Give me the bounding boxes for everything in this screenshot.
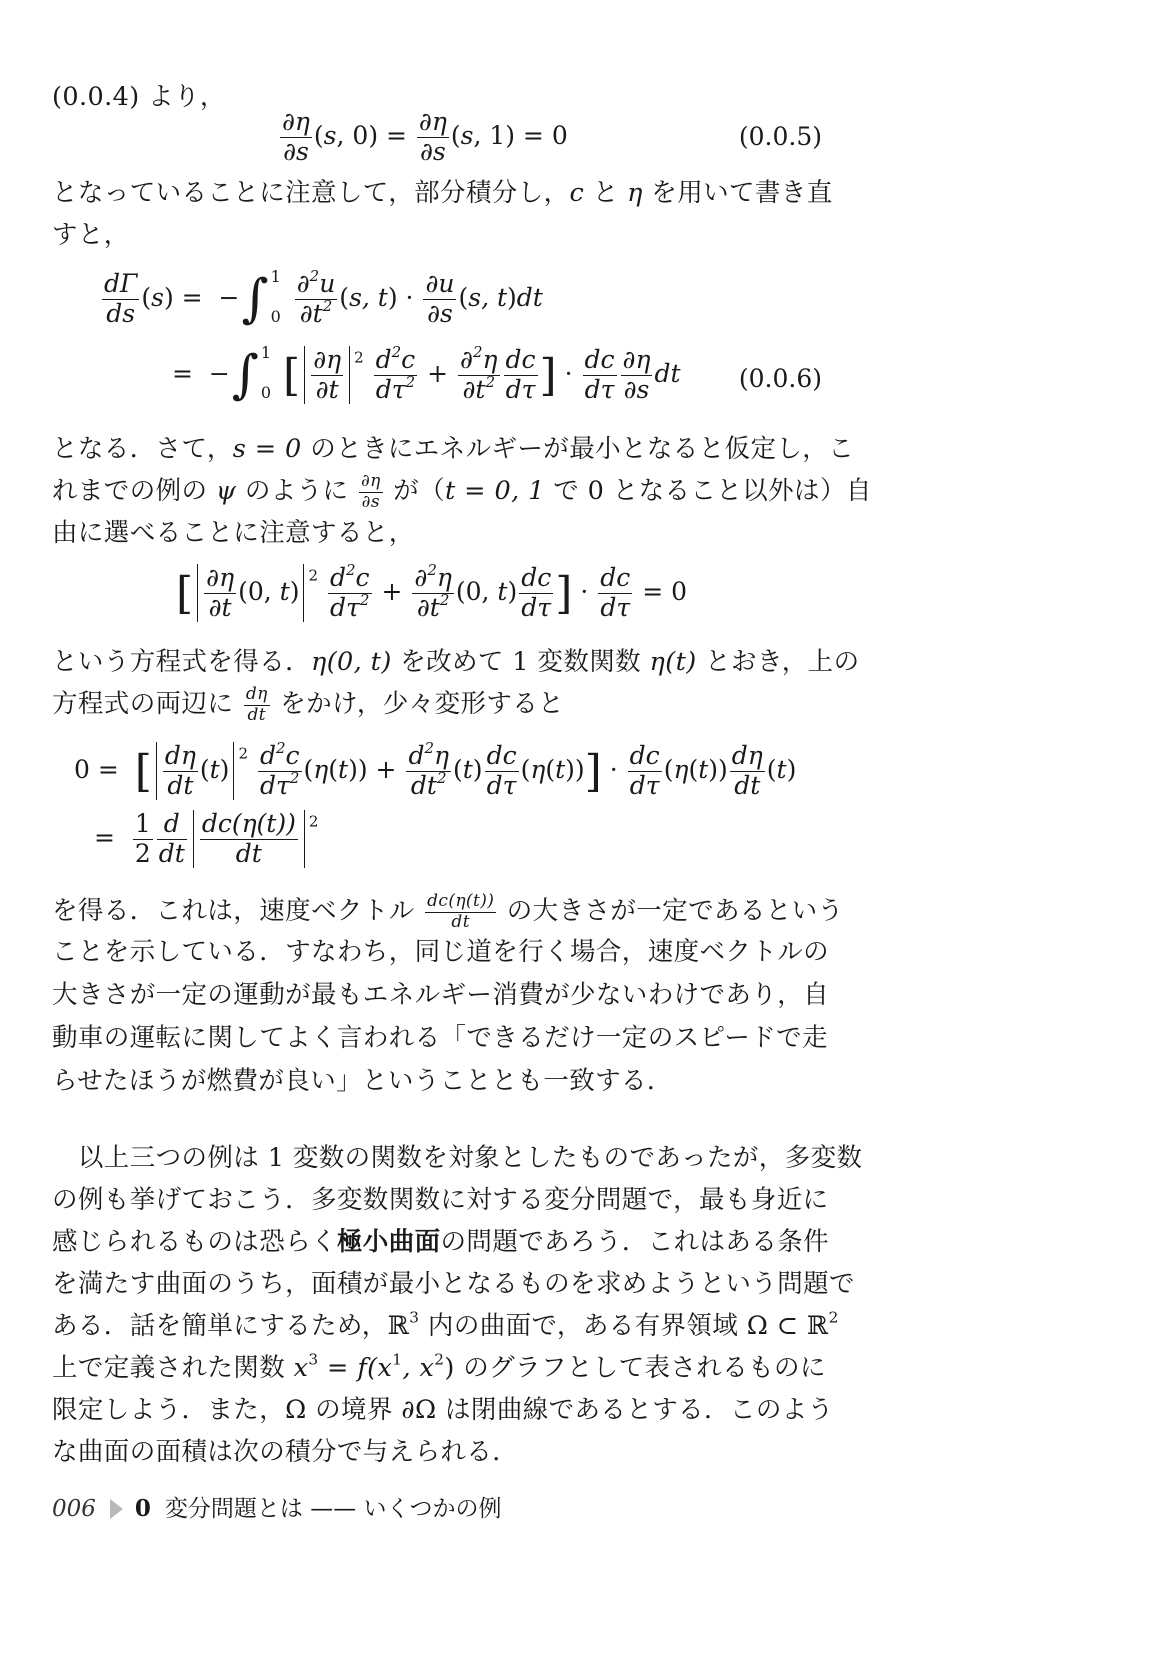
text-span: となっていることに注意して，部分積分し， <box>52 178 570 208</box>
text-line <box>52 641 860 684</box>
text-line <box>52 683 822 726</box>
superscript: 3 <box>409 1308 420 1327</box>
text-span: 方程式の両辺に <box>52 689 242 719</box>
math-span: Ω <box>285 1395 307 1425</box>
text-span: をかけ，少々変形すると <box>271 689 565 719</box>
text-span: すと， <box>52 220 130 250</box>
math-span: η <box>627 178 643 208</box>
page-footer <box>52 1490 502 1523</box>
text-line <box>52 974 830 1017</box>
text-line <box>52 1017 828 1060</box>
math-span: η(0, t) <box>311 647 392 677</box>
text-span: は閉曲線であるとする．このよう <box>436 1395 834 1425</box>
chapter-number: 0 <box>134 1495 151 1522</box>
triangle-marker-icon <box>110 1499 123 1519</box>
inline-fraction: $\frac{\partial\eta}{\partial s}$ <box>360 470 381 512</box>
equation-0-0-6-line2: = −∫ 1 0 [ $\frac{\partial\eta}{\partial t}$ $^2$ $\frac{d^2c}{d\tau^2}$ + $\frac{\partial^2\eta}{\partial t^2}$ $\frac{dc}{d\tau}$ ] · $\frac{dc}{d\tau}$ $\frac{\partial\eta}{\partial s}$ dt <box>172 342 681 406</box>
text-span: らせたほうが燃費が良い」ということとも一致する． <box>52 1066 673 1096</box>
math-span: c <box>569 178 585 208</box>
math-span: ) <box>444 1353 455 1383</box>
text-span: 以上三つの例は 1 変数の関数を対象としたものであったが，多変数 <box>52 1143 863 1173</box>
text-line <box>52 931 830 974</box>
text-span: 感じられるものは恐らく <box>52 1227 337 1257</box>
text-line <box>52 214 822 257</box>
equation-number: (0.0.5) <box>738 122 822 151</box>
text-line <box>52 1137 863 1180</box>
text-line <box>52 172 833 215</box>
text-span: と <box>584 178 628 208</box>
text-line <box>52 1305 839 1348</box>
text-line <box>52 470 872 513</box>
math-span: x <box>293 1353 309 1383</box>
text-span: を満たす曲面のうち，面積が最小となるものを求めようという問題で <box>52 1269 855 1299</box>
math-span: f <box>357 1353 368 1383</box>
text-span: れまでの例の <box>52 476 216 506</box>
equation-0-0-5: $\frac{\partial\eta}{\partial s}$ (s, 0) = $\frac{\partial\eta}{\partial s}$ (s, 1) = 0 <box>282 107 568 166</box>
text-span: 大きさが一定の運動が最もエネルギー消費が少ないわけであり，自 <box>52 980 830 1010</box>
math-span: s = 0 <box>232 434 302 464</box>
math-span: (x <box>367 1353 393 1383</box>
text-span: が（ <box>384 476 446 506</box>
equation-number: (0.0.6) <box>738 364 822 393</box>
page-number: 006 <box>52 1496 96 1522</box>
text-span: 由に選べることに注意すると， <box>52 518 415 548</box>
math-span: ψ <box>215 476 237 506</box>
equation-derivation-line2: = $\frac{1}{2}$ $\frac{d}{dt}$ $\frac{dc(\eta(t))}{dt}$ $^2$ <box>94 809 319 868</box>
text-span: 内の曲面で，ある有界領域 <box>419 1311 747 1341</box>
equation-0-0-6-line1: $\frac{d\Gamma}{ds}$ (s) = −∫ 1 0 $\frac{\partial^2u}{\partial t^2}$ (s, t) · $\frac{\partial u}{\partial s}$ (s, t)dt <box>104 266 543 330</box>
text-span: 上で定義された関数 <box>52 1353 294 1383</box>
text-span: な曲面の面積は次の積分で与えられる． <box>52 1437 519 1467</box>
text-line <box>52 1263 855 1306</box>
inline-fraction: $\frac{d\eta}{dt}$ <box>245 683 268 725</box>
equation-derivation-line1: 0 = [ $\frac{d\eta}{dt}$ $(t)^2$ $\frac{d^2c}{d\tau^2}$ (η(t)) + $\frac{d^2\eta}{dt^2}$ (t) $\frac{dc}{d\tau}$ (η(t))] · $\frac{dc}{d\tau}$ (η(t)) $\frac{d\eta}{dt}$ (t) <box>74 738 797 800</box>
text-span: という方程式を得る． <box>52 647 312 677</box>
text-span: の例も挙げておこう．多変数関数に対する変分問題で，最も身近に <box>52 1185 829 1215</box>
text-line <box>52 1221 830 1264</box>
math-span: = <box>318 1353 358 1383</box>
text-span: ことを示している．すなわち，同じ道を行く場合，速度ベクトルの <box>52 937 830 967</box>
math-span: Ω ⊂ ℝ <box>746 1311 829 1341</box>
text-span: とおき，上の <box>696 647 860 677</box>
math-span: t = 0, 1 <box>445 476 545 506</box>
text-line <box>52 1389 834 1432</box>
text-line <box>52 1060 822 1103</box>
text-span: を改めて 1 変数関数 <box>391 647 650 677</box>
math-span: ∂Ω <box>401 1395 437 1425</box>
text-span: を得る．これは，速度ベクトル <box>52 896 424 926</box>
text-span: のときにエネルギーが最小となると仮定し，こ <box>301 434 855 464</box>
inline-fraction: $\frac{dc(\eta(t))}{dt}$ <box>427 890 495 932</box>
text-span: の境界 <box>306 1395 402 1425</box>
chapter-title: 変分問題とは —— いくつかの例 <box>164 1496 502 1522</box>
text-line <box>52 1431 822 1474</box>
superscript: 2 <box>828 1308 839 1327</box>
text-span: 動車の運転に関してよく言われる「できるだけ一定のスピードで走 <box>52 1023 828 1053</box>
equation-euler-lagrange: [ $\frac{\partial\eta}{\partial t}$ (0, t)$^2$ $\frac{d^2c}{d\tau^2}$ + $\frac{\partial^2\eta}{\partial t^2}$ (0, t) $\frac{dc}{d\tau}$ ] · $\frac{dc}{d\tau}$ = 0 <box>176 560 688 622</box>
text-line <box>52 890 844 933</box>
text-line <box>52 428 855 471</box>
text-span: のグラフとして表されるものに <box>454 1353 826 1383</box>
math-span: , x <box>402 1353 435 1383</box>
text-span: の問題であろう．これはある条件 <box>440 1227 830 1257</box>
text-span: (0.0.4) より， <box>52 82 226 112</box>
superscript: 1 <box>392 1350 403 1369</box>
text-span: のように <box>236 476 357 506</box>
text-span: となる．さて， <box>52 434 233 464</box>
text-span: で 0 となること以外は）自 <box>544 476 872 506</box>
math-span: ℝ <box>387 1311 410 1341</box>
text-span: を用いて書き直 <box>642 178 833 208</box>
bold-term: 極小曲面 <box>336 1227 441 1257</box>
math-span: η(t) <box>649 647 697 677</box>
text-line <box>52 1179 829 1222</box>
text-span: 限定しよう．また， <box>52 1395 286 1425</box>
text-span: の大きさが一定であるという <box>498 896 844 926</box>
text-span: ある．話を簡単にするため， <box>52 1311 388 1341</box>
superscript: 2 <box>434 1350 445 1369</box>
text-line <box>52 512 822 555</box>
superscript: 3 <box>308 1350 319 1369</box>
text-line <box>52 1347 826 1390</box>
